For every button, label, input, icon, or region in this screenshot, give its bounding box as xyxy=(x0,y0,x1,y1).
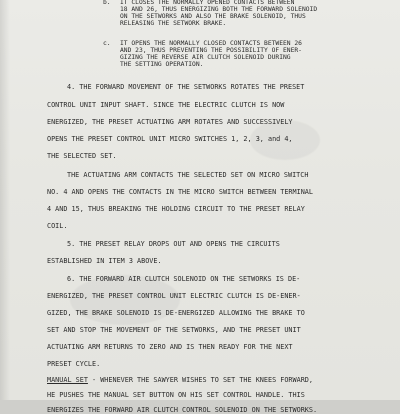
manual-set-heading: MANUAL SET xyxy=(47,376,88,384)
para-actuating-line-1: THE ACTUATING ARM CONTACTS THE SELECTED SET ON MICRO SWITCH xyxy=(67,171,309,179)
item-c-label: c. xyxy=(103,40,111,47)
manual-set-line-3: ENERGIZES THE FORWARD AIR CLUTCH CONTROL SOLENOID ON THE SETWORKS. xyxy=(47,406,318,414)
item-c-line-1: IT OPENS THE NORMALLY CLOSED CONTACTS BETWEEN 26 xyxy=(120,40,302,47)
para-4-line-3: ENERGIZED, THE PRESET ACTUATING ARM ROTATES AND SUCCESSIVELY xyxy=(47,118,293,126)
para-4-line-5: THE SELECTED SET. xyxy=(47,152,117,160)
item-b-label: b. xyxy=(103,0,111,6)
para-actuating-line-4: COIL. xyxy=(47,222,68,230)
manual-set-first-line-rest: - WHENEVER THE SAWYER WISHES TO SET THE KNEES FORWARD, xyxy=(87,376,313,384)
para-actuating-line-3: 4 AND 15, THUS BREAKING THE HOLDING CIRCUIT TO THE PRESET RELAY xyxy=(47,205,305,213)
para-4-line-4: OPENS THE PRESET CONTROL UNIT MICRO SWITCHES 1, 2, 3, and 4, xyxy=(47,135,293,143)
manual-set-line-2: HE PUSHES THE MANUAL SET BUTTON ON HIS SET CONTROL HANDLE. THIS xyxy=(47,391,305,399)
item-c-line-4: THE SETTING OPERATION. xyxy=(120,61,204,68)
item-c-line-2: AND 23, THUS PREVENTING THE POSSIBILITY OF ENER- xyxy=(120,47,302,54)
item-b-line-1: IT CLOSES THE NORMALLY OPENED CONTACTS BETWEEN xyxy=(120,0,295,6)
para-actuating-line-2: NO. 4 AND OPENS THE CONTACTS IN THE MICRO SWITCH BETWEEN TERMINAL xyxy=(47,188,313,196)
para-5-line-2: ESTABLISHED IN ITEM 3 ABOVE. xyxy=(47,257,162,265)
para-4-line-1: 4. THE FORWARD MOVEMENT OF THE SETWORKS ROTATES THE PRESET xyxy=(67,83,305,91)
para-6-line-5: ACTUATING ARM RETURNS TO ZERO AND IS THEN READY FOR THE NEXT xyxy=(47,343,293,351)
para-6-line-1: 6. THE FORWARD AIR CLUTCH SOLENOID ON THE SETWORKS IS DE- xyxy=(67,275,301,283)
para-6-line-2: ENERGIZED, THE PRESET CONTROL UNIT ELECTRIC CLUTCH IS DE-ENER- xyxy=(47,292,301,300)
item-b-line-2: 18 AND 26, THUS ENERGIZING BOTH THE FORWARD SOLENOID xyxy=(120,6,318,13)
item-b-line-4: RELEASING THE SETWORK BRAKE. xyxy=(120,20,227,27)
para-6-line-6: PRESET CYCLE. xyxy=(47,360,101,368)
para-5-line-1: 5. THE PRESET RELAY DROPS OUT AND OPENS THE CIRCUITS xyxy=(67,240,280,248)
manual-set-line-1 xyxy=(47,376,313,384)
para-6-line-3: GIZED, THE BRAKE SOLENOID IS DE-ENERGIZED ALLOWING THE BRAKE TO xyxy=(47,309,305,317)
para-4-line-2: CONTROL UNIT INPUT SHAFT. SINCE THE ELECTRIC CLUTCH IS NOW xyxy=(47,101,285,109)
scan-edge-shadow xyxy=(0,0,10,400)
para-6-line-4: SET AND STOP THE MOVEMENT OF THE SETWORKS, AND THE PRESET UNIT xyxy=(47,326,301,334)
item-b-line-3: ON THE SETWORKS AND ALSO THE BRAKE SOLENOID, THUS xyxy=(120,13,306,20)
item-c-line-3: GIZING THE REVERSE AIR CLUTCH SOLENOID DURING xyxy=(120,54,291,61)
